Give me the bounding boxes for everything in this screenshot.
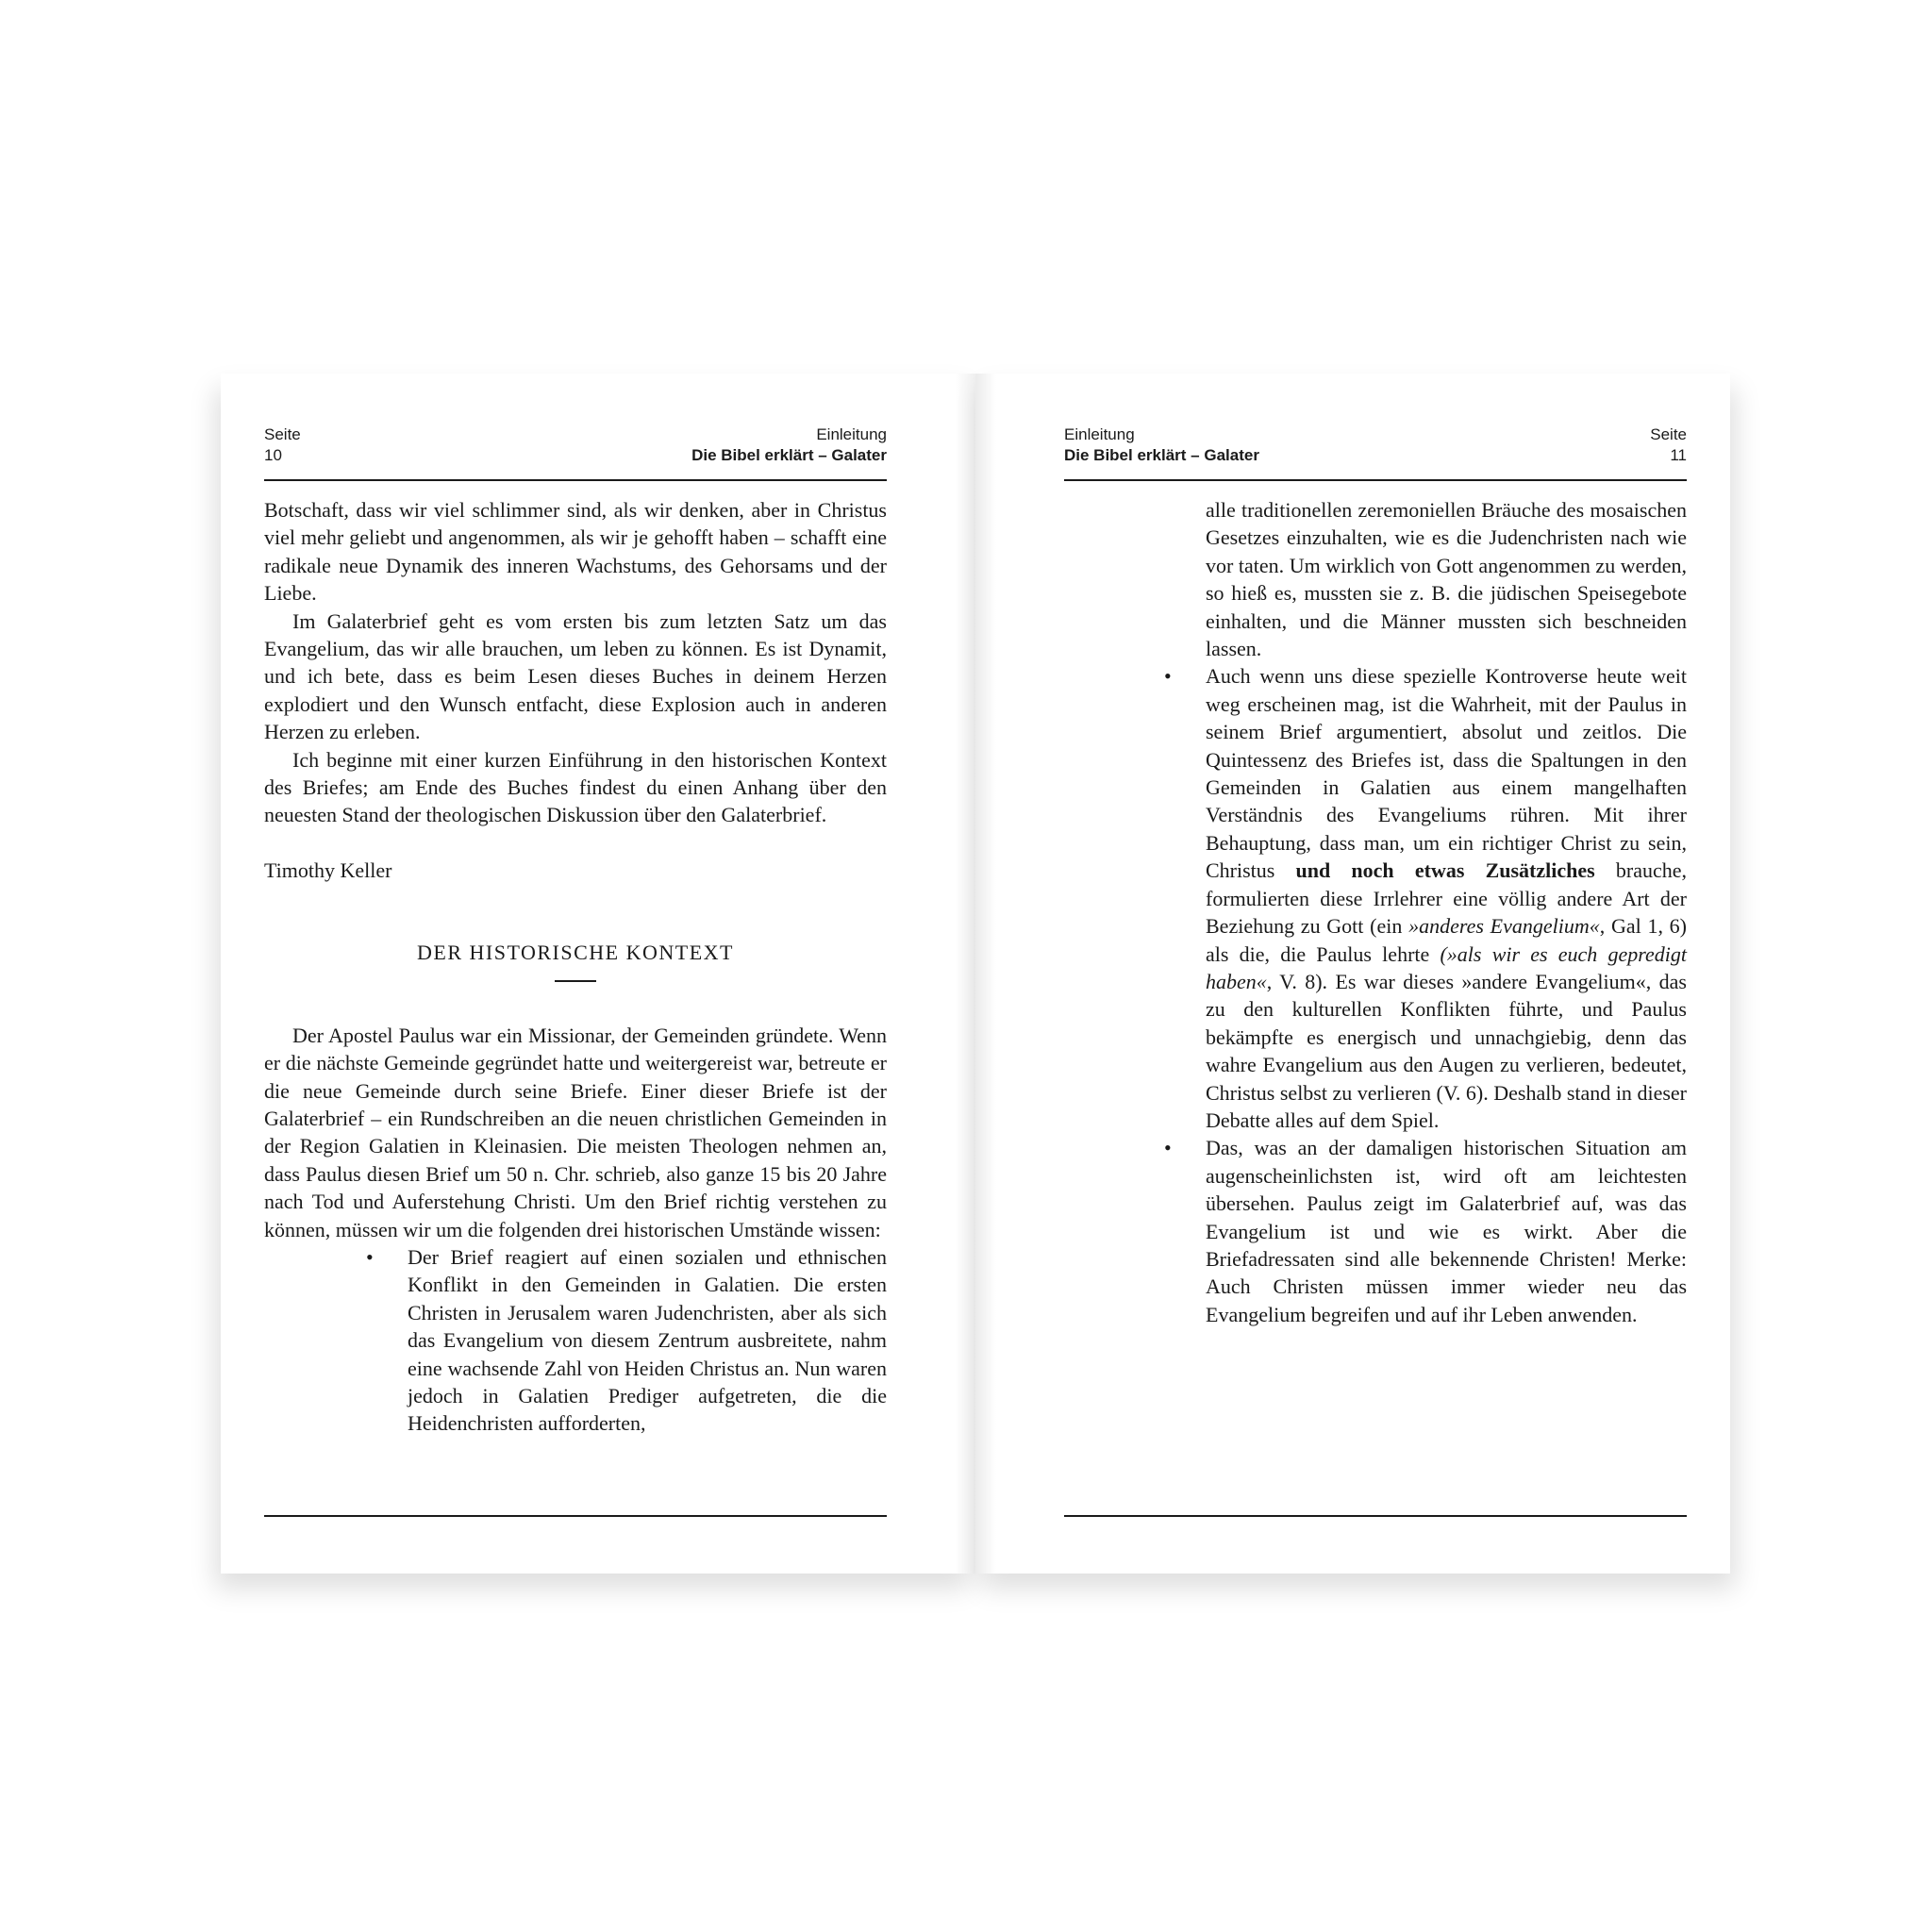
page-body (264, 496, 887, 1438)
bold-emphasis: und noch etwas Zusätzliches (1295, 858, 1595, 883)
book-title: Die Bibel erklärt – Galater (1064, 446, 1259, 464)
bullet-item (1164, 662, 1688, 1134)
italic-quote: (»als wir es euch gepredigt haben« (1206, 941, 1688, 993)
paragraph: Der Apostel Paulus war ein Missionar, der Gemeinden gründete. Wenn er die nächste Gemeinde gegründet hatte und weitergereist war, betreute er die neue Gemeinde durch seine Briefe. Einer dieser Briefe ist der Galaterbrief – ein Rundschreiben an die neuen christlichen Gemeinden in der Region Galatien in Kleinasien. Die meisten Theologen nehmen an, dass Paulus diesen Brief um 50 n. Chr. schrieb, also ganze 15 bis 20 Jahre nach Tod und Auferstehung Christi. Um den Brief richtig verstehen zu können, müssen wir um die folgenden drei historischen Umstände wissen: (264, 1023, 887, 1241)
running-title (1064, 425, 1259, 466)
right-page (975, 374, 1730, 1574)
footer-rule (264, 1515, 887, 1517)
author-signature: Timothy Keller (264, 858, 392, 882)
bullet-text-part: , Gal 1, 6) als die, die Paulus lehrte (1206, 914, 1688, 966)
page-header (1064, 425, 1687, 481)
bullet-text-part: brauche, formulierten diese Irrlehrer eine völlig andere Art der Beziehung zu Gott (ein (1206, 858, 1688, 939)
chapter-name: Einleitung (1064, 425, 1135, 443)
bullet-icon: • (366, 1244, 374, 1269)
running-title (691, 425, 887, 466)
page-number: 11 (1670, 446, 1687, 464)
left-page (221, 374, 975, 1574)
page-label: Seite (264, 425, 301, 443)
bullet-item (1164, 1134, 1687, 1328)
bullet-text: Das, was an der damaligen historischen Situation am augenscheinlichsten ist, wird oft am leichtesten übersehen. Paulus zeigt im Galaterbrief auf, was das Evangelium ist und wie es wirkt. Aber die Briefadressaten sind alle bekennende Christen! Merke: Auch Christen müssen immer wieder neu das Evangelium begreifen und auf ihr Leben anwenden. (1206, 1136, 1687, 1326)
page-number: 10 (264, 446, 282, 464)
title-divider (555, 980, 596, 982)
bullet-text-part: Auch wenn uns diese spezielle Kontroverse heute weit weg erscheinen mag, ist die Wahrheit, mit der Paulus in seinem Brief argumentiert, absolut und zeitlos. Die Quintessenz des Briefes ist, dass die Spaltungen in den Gemeinden in Galatien aus einem mangelhaften Verständnis des Evangeliums rühren. Mit ihrer Behauptung, dass man, um ein richtiger Christ zu sein, Christus (1206, 664, 1687, 883)
gutter-shadow (975, 374, 996, 1574)
page-header (264, 425, 887, 481)
page-number-block (1650, 425, 1687, 466)
bullet-continuation: alle traditionellen zeremoniellen Bräuche des mosaischen Gesetzes einzuhalten, wie es die Judenchristen nach wie vor taten. Um wirklich von Gott angenommen zu werden, so hieß es, mussten sie z. B. die jüdischen Speisegebote einhalten, und die Männer mussten sich beschneiden lassen. (1206, 498, 1687, 661)
italic-quote: »anderes Evangelium« (1408, 914, 1600, 939)
bullet-text: Der Brief reagiert auf einen sozialen und ethnischen Konflikt in den Gemeinden in Galatien. Die ersten Christen in Jerusalem waren Judenchristen, aber als sich das Evangelium von diesem Zentrum ausbreitete, nahm eine wachsende Zahl von Heiden Christus an. Nun waren jedoch in Galatien Prediger aufgetreten, die die Heidenchristen aufforderten, (408, 1244, 887, 1436)
bullet-text-part: , V. 8). Es war dieses »andere Evangelium«, das zu den kulturellen Konflikten führte, und Paulus bekämpfte es energisch und unnachgiebig, denn das wahre Evangelium aus den Augen zu verlieren, bedeutet, Christus selbst zu verlieren (V. 6). Deshalb stand in dieser Debatte alles auf dem Spiel. (1206, 969, 1687, 1132)
page-body (1064, 496, 1687, 1328)
bullet-icon: • (1164, 1136, 1172, 1160)
page-number-block (264, 425, 301, 466)
gutter-shadow (955, 374, 975, 1574)
book-title: Die Bibel erklärt – Galater (691, 446, 887, 464)
paragraph: Botschaft, dass wir viel schlimmer sind, als wir denken, aber in Christus viel mehr geliebt und angenommen, als wir je gehofft haben – schafft eine radikale neue Dynamik des inneren Wachstums, des Gehorsams und der Liebe. (264, 498, 887, 606)
bullet-icon: • (1164, 664, 1172, 689)
section-title: DER HISTORISCHE KONTEXT (417, 941, 734, 965)
chapter-name: Einleitung (816, 425, 887, 443)
page-label: Seite (1650, 425, 1687, 443)
bullet-item (366, 1243, 887, 1438)
footer-rule (1064, 1515, 1687, 1517)
paragraph: Im Galaterbrief geht es vom ersten bis zum letzten Satz um das Evangelium, das wir alle brauchen, um leben zu können. Es ist Dynamit, und ich bete, dass es beim Lesen dieses Buches in deinem Herzen explodiert und den Wunsch entfacht, diese Explosion auch in anderen Herzen zu erleben. (264, 608, 887, 744)
paragraph: Ich beginne mit einer kurzen Einführung in den historischen Kontext des Briefes; am Ende des Buches findest du einen Anhang über den neuesten Stand der theologischen Diskussion über den Galaterbrief. (264, 747, 887, 827)
